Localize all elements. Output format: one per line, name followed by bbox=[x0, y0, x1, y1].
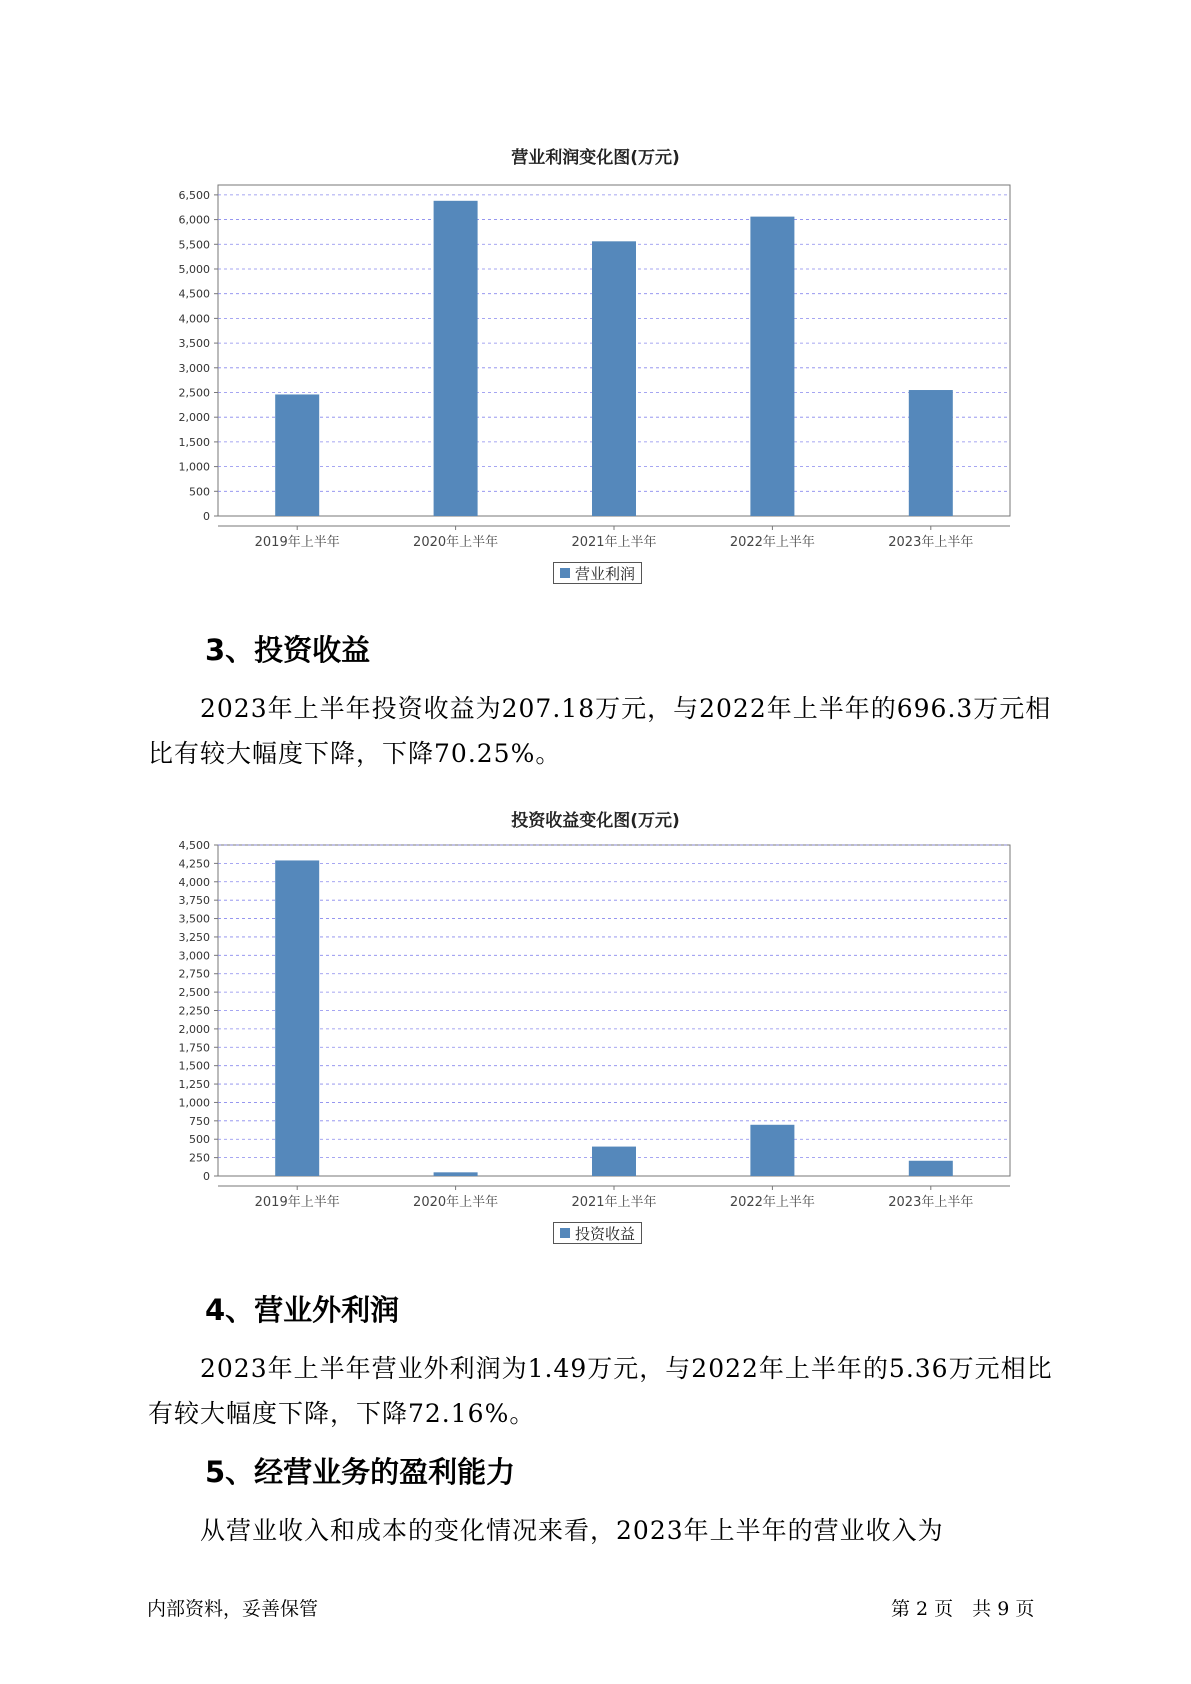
section-5-heading: 5、经营业务的盈利能力 bbox=[205, 1455, 516, 1489]
y-tick-label: 1,750 bbox=[178, 1041, 210, 1055]
y-tick-label: 0 bbox=[203, 1170, 210, 1183]
y-tick-label: 5,500 bbox=[178, 238, 210, 252]
y-tick-label: 2,000 bbox=[178, 411, 210, 425]
y-tick-label: 1,000 bbox=[178, 1096, 210, 1110]
x-tick-label: 2019年上半年 bbox=[254, 535, 340, 550]
y-tick-label: 2,000 bbox=[178, 1022, 210, 1036]
y-tick-label: 1,250 bbox=[178, 1078, 210, 1092]
y-tick-label: 3,250 bbox=[178, 930, 210, 944]
section-5-paragraph: 从营业收入和成本的变化情况来看，2023年上半年的营业收入为 bbox=[200, 1516, 944, 1545]
y-tick-label: 750 bbox=[189, 1114, 210, 1128]
section-4-heading: 4、营业外利润 bbox=[205, 1293, 400, 1327]
y-tick-label: 4,250 bbox=[178, 857, 210, 871]
y-tick-label: 3,000 bbox=[178, 361, 210, 375]
y-tick-label: 2,750 bbox=[178, 967, 210, 981]
y-tick-label: 3,500 bbox=[178, 337, 210, 351]
legend-label: 营业利润 bbox=[575, 564, 636, 583]
legend-label: 投资收益 bbox=[575, 1224, 636, 1243]
section-3-paragraph: 2023年上半年投资收益为207.18万元，与2022年上半年的696.3万元相比有较大幅度下降，下降70.25%。 bbox=[148, 694, 1052, 768]
y-tick-label: 3,750 bbox=[178, 894, 210, 908]
bar bbox=[750, 1125, 794, 1176]
footer-left: 内部资料，妥善保管 bbox=[147, 1598, 319, 1620]
x-tick-label: 2022年上半年 bbox=[729, 535, 815, 550]
x-tick-label: 2021年上半年 bbox=[571, 1195, 657, 1210]
y-tick-label: 4,500 bbox=[178, 287, 210, 301]
y-tick-label: 1,000 bbox=[178, 460, 210, 474]
bar bbox=[592, 1147, 636, 1176]
y-tick-label: 4,000 bbox=[178, 875, 210, 889]
y-tick-label: 5,000 bbox=[178, 262, 210, 276]
section-4-paragraph: 2023年上半年营业外利润为1.49万元，与2022年上半年的5.36万元相比有较大幅度下降，下降72.16%。 bbox=[148, 1354, 1053, 1428]
y-tick-label: 250 bbox=[189, 1151, 210, 1165]
y-tick-label: 3,000 bbox=[178, 949, 210, 963]
y-tick-label: 4,000 bbox=[178, 312, 210, 326]
x-tick-label: 2019年上半年 bbox=[254, 1195, 340, 1210]
x-tick-label: 2020年上半年 bbox=[413, 1195, 499, 1210]
y-tick-label: 6,500 bbox=[178, 188, 210, 202]
y-tick-label: 2,500 bbox=[178, 986, 210, 1000]
investment-chart-legend bbox=[553, 1222, 642, 1244]
bar bbox=[275, 860, 319, 1176]
bar bbox=[434, 1172, 478, 1176]
footer-page-number: 第 2 页 共 9 页 bbox=[891, 1598, 1035, 1620]
x-tick-label: 2020年上半年 bbox=[413, 535, 499, 550]
x-tick-label: 2021年上半年 bbox=[571, 535, 657, 550]
profit-chart-title: 营业利润变化图(万元) bbox=[511, 148, 680, 168]
y-tick-label: 3,500 bbox=[178, 912, 210, 926]
y-tick-label: 1,500 bbox=[178, 435, 210, 449]
x-tick-label: 2022年上半年 bbox=[729, 1195, 815, 1210]
x-tick-label: 2023年上半年 bbox=[888, 535, 974, 550]
x-tick-label: 2023年上半年 bbox=[888, 1195, 974, 1210]
y-tick-label: 2,250 bbox=[178, 1004, 210, 1018]
y-tick-label: 0 bbox=[203, 510, 210, 523]
section-3-heading: 3、投资收益 bbox=[205, 633, 371, 667]
legend-swatch bbox=[560, 1228, 570, 1238]
y-tick-label: 500 bbox=[189, 485, 210, 499]
y-tick-label: 1,500 bbox=[178, 1059, 210, 1073]
y-tick-label: 6,000 bbox=[178, 213, 210, 227]
investment-chart-title: 投资收益变化图(万元) bbox=[511, 811, 680, 831]
y-tick-label: 2,500 bbox=[178, 386, 210, 400]
bar bbox=[909, 1161, 953, 1176]
y-tick-label: 4,500 bbox=[178, 839, 210, 852]
y-tick-label: 500 bbox=[189, 1133, 210, 1147]
